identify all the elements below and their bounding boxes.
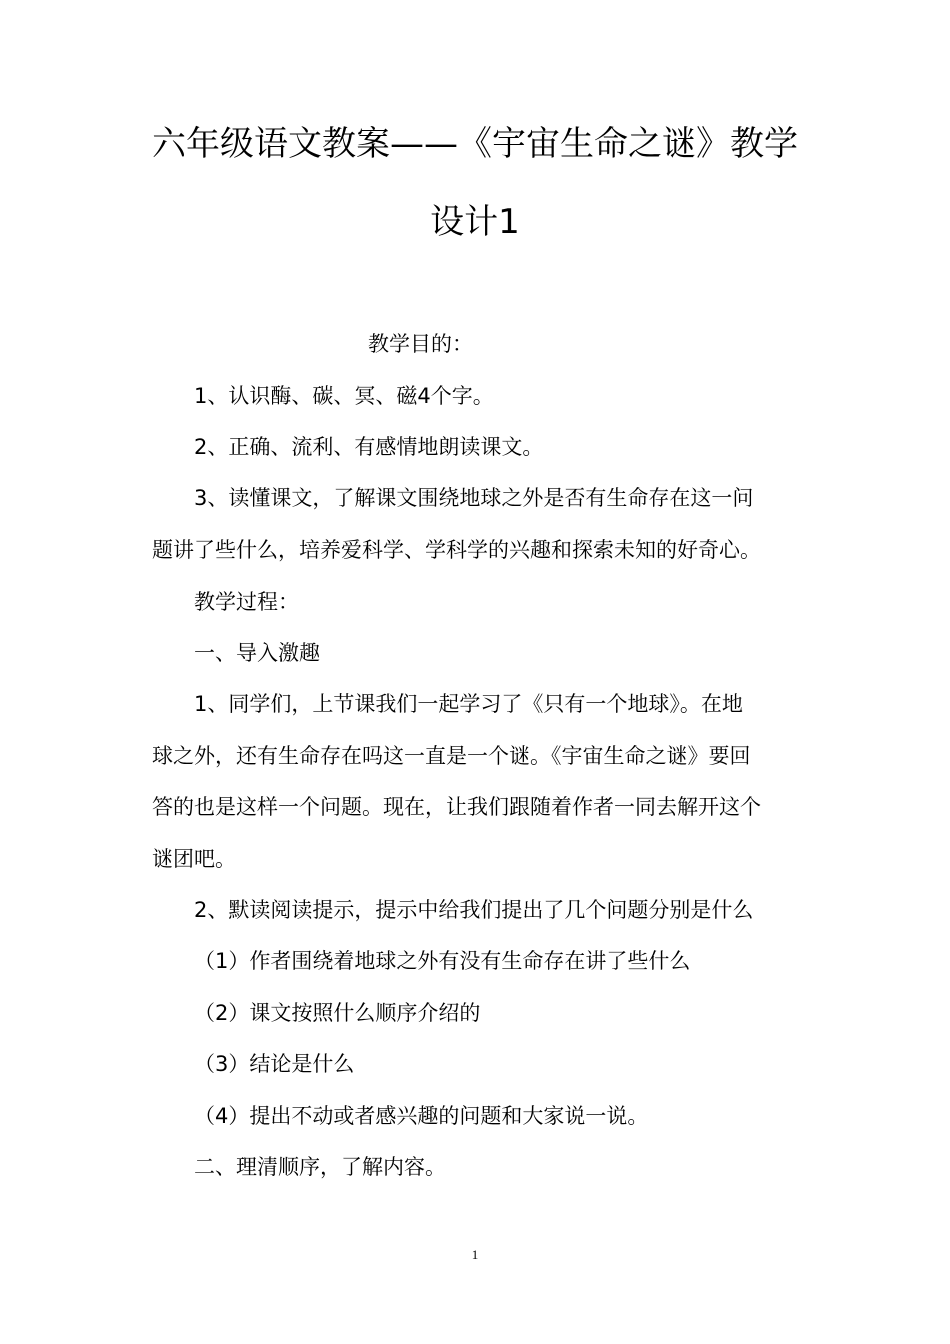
subheading: 二、理清顺序，了解内容。 — [194, 1155, 446, 1179]
section-heading-objectives: 教学目的： — [368, 332, 473, 356]
question-item: （2）课文按照什么顺序介绍的 — [194, 1001, 481, 1025]
question-item: （1）作者围绕着地球之外有没有生命存在讲了些什么 — [194, 949, 691, 973]
paragraph-continuation: 球之外，还有生命存在吗这一直是一个谜。《宇宙生命之谜》要回 — [152, 744, 751, 768]
paragraph: 1、同学们，上节课我们一起学习了《只有一个地球》。在地 — [194, 692, 743, 716]
paragraph-continuation: 答的也是这样一个问题。现在，让我们跟随着作者一同去解开这个 — [152, 795, 761, 819]
paragraph: 2、默读阅读提示，提示中给我们提出了几个问题分别是什么 — [194, 898, 754, 922]
section-heading-process: 教学过程： — [194, 590, 299, 614]
document-title-line-1: 六年级语文教案——《宇宙生命之谜》教学 — [152, 124, 798, 164]
paragraph: 2、正确、流利、有感情地朗读课文。 — [194, 435, 544, 459]
subheading: 一、导入激趣 — [194, 641, 320, 665]
question-item: （3）结论是什么 — [194, 1052, 355, 1076]
paragraph-continuation: 谜团吧。 — [152, 847, 236, 871]
page-number: 1 — [471, 1247, 479, 1262]
document-title-line-2: 设计1 — [430, 202, 520, 242]
paragraph: 3、读懂课文，了解课文围绕地球之外是否有生命存在这一问 — [194, 486, 754, 510]
question-item: （4）提出不动或者感兴趣的问题和大家说一说。 — [194, 1104, 649, 1128]
paragraph: 1、认识酶、碳、冥、磁4个字。 — [194, 384, 494, 408]
paragraph-continuation: 题讲了些什么，培养爱科学、学科学的兴趣和探索未知的好奇心。 — [152, 538, 761, 562]
